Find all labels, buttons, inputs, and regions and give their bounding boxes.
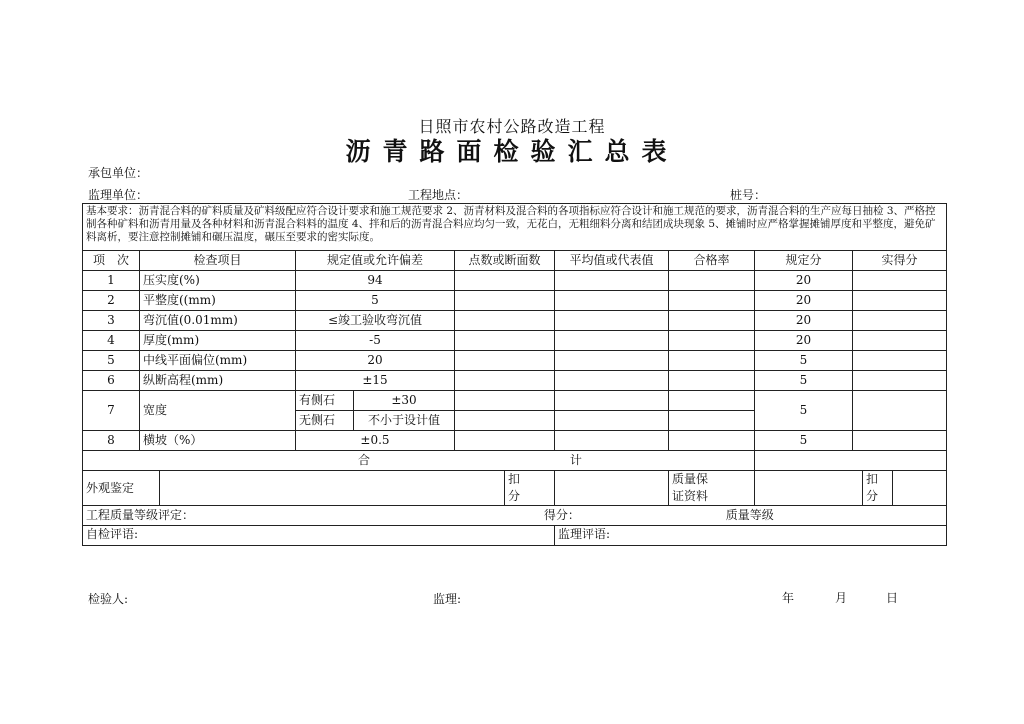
grade-label: 工程质量等级评定：	[86, 508, 195, 522]
total-label-cell	[83, 451, 755, 471]
appearance-label: 外观鉴定	[83, 471, 160, 506]
appearance-deduct-label	[505, 471, 555, 506]
deduct-bottom: 分	[508, 489, 521, 503]
row-item: 厚度(mm)	[140, 331, 296, 351]
contractor-label: 承包单位：	[88, 166, 149, 180]
row-pass-rate[interactable]	[669, 331, 755, 351]
row-no: 4	[83, 331, 140, 351]
col-item: 检查项目	[140, 251, 296, 271]
row-score: 5	[755, 431, 853, 451]
table-row	[83, 431, 947, 451]
row-score: 20	[755, 291, 853, 311]
row-spec: 5	[296, 291, 455, 311]
row-score: 20	[755, 331, 853, 351]
col-actual: 实得分	[853, 251, 947, 271]
row-avg[interactable]	[555, 351, 669, 371]
row-points[interactable]	[455, 331, 555, 351]
total-value[interactable]	[755, 451, 947, 471]
quality-doc-line2: 证资料	[672, 489, 709, 503]
table-row	[83, 371, 947, 391]
footer-supervisor-label: 监理:	[433, 592, 462, 606]
row-item: 纵断高程(mm)	[140, 371, 296, 391]
row-actual[interactable]	[853, 291, 947, 311]
row-item: 中线平面偏位(mm)	[140, 351, 296, 371]
row-avg[interactable]	[555, 431, 669, 451]
row-avg[interactable]	[555, 391, 669, 411]
row-actual[interactable]	[853, 431, 947, 451]
row-score: 5	[755, 391, 853, 431]
row-spec: -5	[296, 331, 455, 351]
quality-doc-input[interactable]	[755, 471, 863, 506]
row-no: 7	[83, 391, 140, 431]
row-spec: 94	[296, 271, 455, 291]
row-points[interactable]	[455, 311, 555, 331]
evaluation-row	[83, 506, 947, 526]
row-pass-rate[interactable]	[669, 431, 755, 451]
width-sub-label-no-curb: 无侧石	[296, 411, 354, 431]
evaluation-cell	[83, 506, 947, 526]
row-item: 宽度	[140, 391, 296, 431]
col-spec: 规定值或允许偏差	[296, 251, 455, 271]
col-score: 规定分	[755, 251, 853, 271]
deduct-top: 扣	[508, 472, 521, 486]
inspector-label: 检验人:	[88, 592, 129, 606]
row-item: 平整度((mm)	[140, 291, 296, 311]
table-row	[83, 311, 947, 331]
row-no: 3	[83, 311, 140, 331]
row-pass-rate[interactable]	[669, 391, 755, 411]
supervisor-comment[interactable]: 监理评语:	[555, 526, 947, 546]
deduct2-bottom: 分	[866, 489, 879, 503]
document-subtitle: 日照市农村公路改造工程	[418, 117, 606, 136]
row-points[interactable]	[455, 271, 555, 291]
table-row-width-a	[83, 391, 947, 411]
col-item-no: 项 次	[83, 251, 140, 271]
row-pass-rate[interactable]	[669, 351, 755, 371]
col-avg: 平均值或代表值	[555, 251, 669, 271]
row-actual[interactable]	[853, 331, 947, 351]
score-label: 得分：	[543, 508, 580, 522]
row-spec: 20	[296, 351, 455, 371]
table-row	[83, 331, 947, 351]
basic-requirements: 基本要求：沥青混合料的矿料质量及矿料级配应符合设计要求和施工规范要求 2、沥青材料及混合料的各项指标应符合设计和施工规范的要求，沥青混合料的生产应每日抽检 3、严格控制各种矿料和沥青用量及各种材料和沥青混合料料的温度 4、拌和后的沥青混合料应均匀一致，无花白，无粗细料分离和结团成块现象 5、摊铺时应严格掌握摊铺厚度和平整度，避免矿料离析，要注意控制摊铺和碾压温度，碾压至要求的密实际度。	[83, 204, 947, 251]
row-item: 压实度(%)	[140, 271, 296, 291]
total-row	[83, 451, 947, 471]
row-spec: ≤竣工验收弯沉值	[296, 311, 455, 331]
row-no: 6	[83, 371, 140, 391]
day-label: 日	[886, 591, 899, 605]
quality-doc-label	[669, 471, 755, 506]
supervisor-unit-label: 监理单位：	[88, 188, 149, 202]
location-label: 工程地点：	[408, 188, 469, 202]
month-label: 月	[835, 591, 848, 605]
row-points[interactable]	[455, 371, 555, 391]
col-pass-rate: 合格率	[669, 251, 755, 271]
row-pass-rate[interactable]	[669, 371, 755, 391]
appearance-deduct-value[interactable]	[555, 471, 669, 506]
comments-row	[83, 526, 947, 546]
row-actual[interactable]	[853, 311, 947, 331]
table-row	[83, 291, 947, 311]
row-pass-rate[interactable]	[669, 291, 755, 311]
row-points[interactable]	[455, 411, 555, 431]
row-pass-rate[interactable]	[669, 271, 755, 291]
quality-doc-deduct-value[interactable]	[893, 471, 947, 506]
row-spec: ±0.5	[296, 431, 455, 451]
row-score: 5	[755, 371, 853, 391]
table-row	[83, 351, 947, 371]
document-title: 沥青路面检验汇总表	[345, 137, 679, 166]
quality-doc-deduct-label	[863, 471, 893, 506]
quality-doc-line1: 质量保	[672, 472, 709, 486]
appearance-input[interactable]	[160, 471, 505, 506]
row-no: 2	[83, 291, 140, 311]
appearance-row	[83, 471, 947, 506]
deduct2-top: 扣	[866, 472, 879, 486]
row-score: 20	[755, 311, 853, 331]
row-no: 8	[83, 431, 140, 451]
width-sub-label-curb: 有侧石	[296, 391, 354, 411]
row-no: 5	[83, 351, 140, 371]
table-row	[83, 271, 947, 291]
station-label: 桩号：	[730, 188, 767, 202]
row-avg[interactable]	[555, 411, 669, 431]
total-label-right: 计	[569, 453, 582, 467]
row-avg[interactable]	[555, 371, 669, 391]
self-comment[interactable]: 自检评语:	[83, 526, 555, 546]
width-sub-spec-curb: ±30	[354, 391, 455, 411]
inspection-summary-table	[82, 203, 947, 546]
row-spec: ±15	[296, 371, 455, 391]
row-pass-rate[interactable]	[669, 411, 755, 431]
row-points[interactable]	[455, 351, 555, 371]
quality-grade-label: 质量等级	[725, 508, 774, 522]
row-score: 20	[755, 271, 853, 291]
row-avg[interactable]	[555, 311, 669, 331]
row-points[interactable]	[455, 431, 555, 451]
row-item: 横坡（%）	[140, 431, 296, 451]
row-actual[interactable]	[853, 371, 947, 391]
width-sub-spec-no-curb: 不小于设计值	[354, 411, 455, 431]
row-score: 5	[755, 351, 853, 371]
row-points[interactable]	[455, 391, 555, 411]
row-avg[interactable]	[555, 331, 669, 351]
row-points[interactable]	[455, 291, 555, 311]
row-pass-rate[interactable]	[669, 311, 755, 331]
row-avg[interactable]	[555, 271, 669, 291]
row-actual[interactable]	[853, 391, 947, 431]
row-avg[interactable]	[555, 291, 669, 311]
row-actual[interactable]	[853, 351, 947, 371]
year-label: 年	[782, 591, 795, 605]
header-row	[83, 251, 947, 271]
row-no: 1	[83, 271, 140, 291]
row-actual[interactable]	[853, 271, 947, 291]
total-label-left: 合	[358, 453, 371, 467]
row-item: 弯沉值(0.01mm)	[140, 311, 296, 331]
col-points: 点数或断面数	[455, 251, 555, 271]
